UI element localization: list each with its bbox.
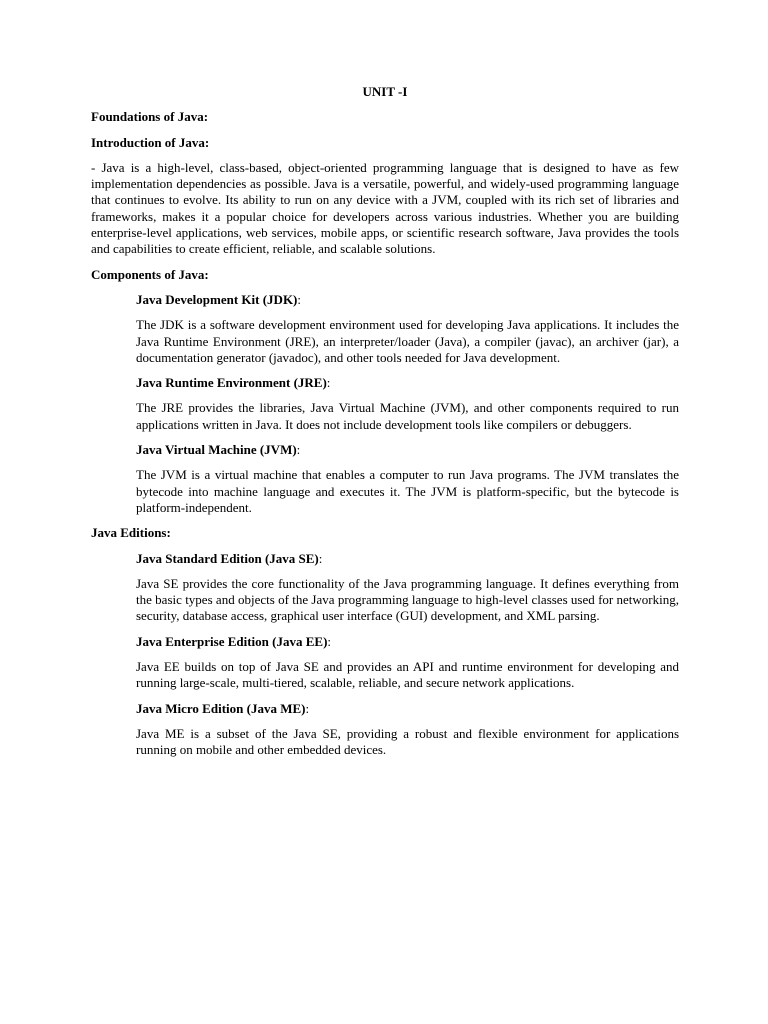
edition-title [136,551,679,567]
edition-me [136,701,679,759]
component-jdk [136,292,679,366]
edition-title-suffix: : [327,633,332,649]
components-heading: Components of Java: [91,266,209,282]
intro-heading: Introduction of Java: [91,134,210,150]
component-jre [136,375,679,433]
component-jvm [136,442,679,516]
unit-title: UNIT -I [362,84,408,99]
component-description: The JRE provides the libraries, Java Virtual Machine (JVM), and other components required to run applications written in Java. It does not include development tools like compilers or debuggers. [136,400,679,432]
edition-title-suffix: : [318,550,323,566]
component-title-suffix: : [296,442,301,458]
component-description: The JDK is a software development environment used for developing Java applications. It includes the Java Runtime Environment (JRE), an interpreter/loader (Java), a compiler (javac), an archiver (jar), a documentation generator (javadoc), and other tools needed for Java development. [136,317,679,365]
component-title-text: Java Runtime Environment (JRE) [136,375,327,391]
edition-description: Java EE builds on top of Java SE and provides an API and runtime environment for developing and running large-scale, multi-tiered, scalable, reliable, and secure network applications. [136,659,679,691]
edition-title-text: Java Micro Edition (Java ME) [136,700,306,716]
editions-heading: Java Editions: [91,525,171,541]
component-title-text: Java Virtual Machine (JVM) [136,442,297,458]
component-title [136,442,679,458]
component-title [136,375,679,391]
edition-title [136,701,679,717]
edition-title-suffix: : [305,700,310,716]
edition-title-text: Java Standard Edition (Java SE) [136,550,319,566]
edition-title-text: Java Enterprise Edition (Java EE) [136,633,328,649]
edition-title [136,634,679,650]
component-title-text: Java Development Kit (JDK) [136,291,298,307]
intro-paragraph: - Java is a high-level, class-based, object-oriented programming language that is designed to have as few implementation dependencies as possible. Java is a versatile, powerful, and widely-used programming language that continues to evolve. Its ability to run on any device with a JVM, coupled with its rich set of libraries and frameworks, makes it a popular choice for developers across various industries. Whether you are building enterprise-level applications, web services, mobile apps, or scientific research software, Java provides the tools and capabilities to create efficient, reliable, and scalable solutions. [91,159,679,257]
edition-description: Java SE provides the core functionality of the Java programming language. It defines everything from the basic types and objects of the Java programming language to high-level classes used for networking, security, database access, graphical user interface (GUI) development, and XML parsing. [136,575,679,624]
component-title-suffix: : [297,291,302,307]
foundations-heading: Foundations of Java: [91,109,209,125]
edition-se [136,551,679,625]
component-description: The JVM is a virtual machine that enables a computer to run Java programs. The JVM translates the bytecode into machine language and executes it. The JVM is platform-specific, but the bytecode is platform-independent. [136,467,679,515]
component-title-suffix: : [326,375,331,391]
document-body [91,84,679,768]
component-title [136,292,679,308]
edition-ee [136,634,679,692]
edition-description: Java ME is a subset of the Java SE, providing a robust and flexible environment for applications running on mobile and other embedded devices. [136,725,679,758]
